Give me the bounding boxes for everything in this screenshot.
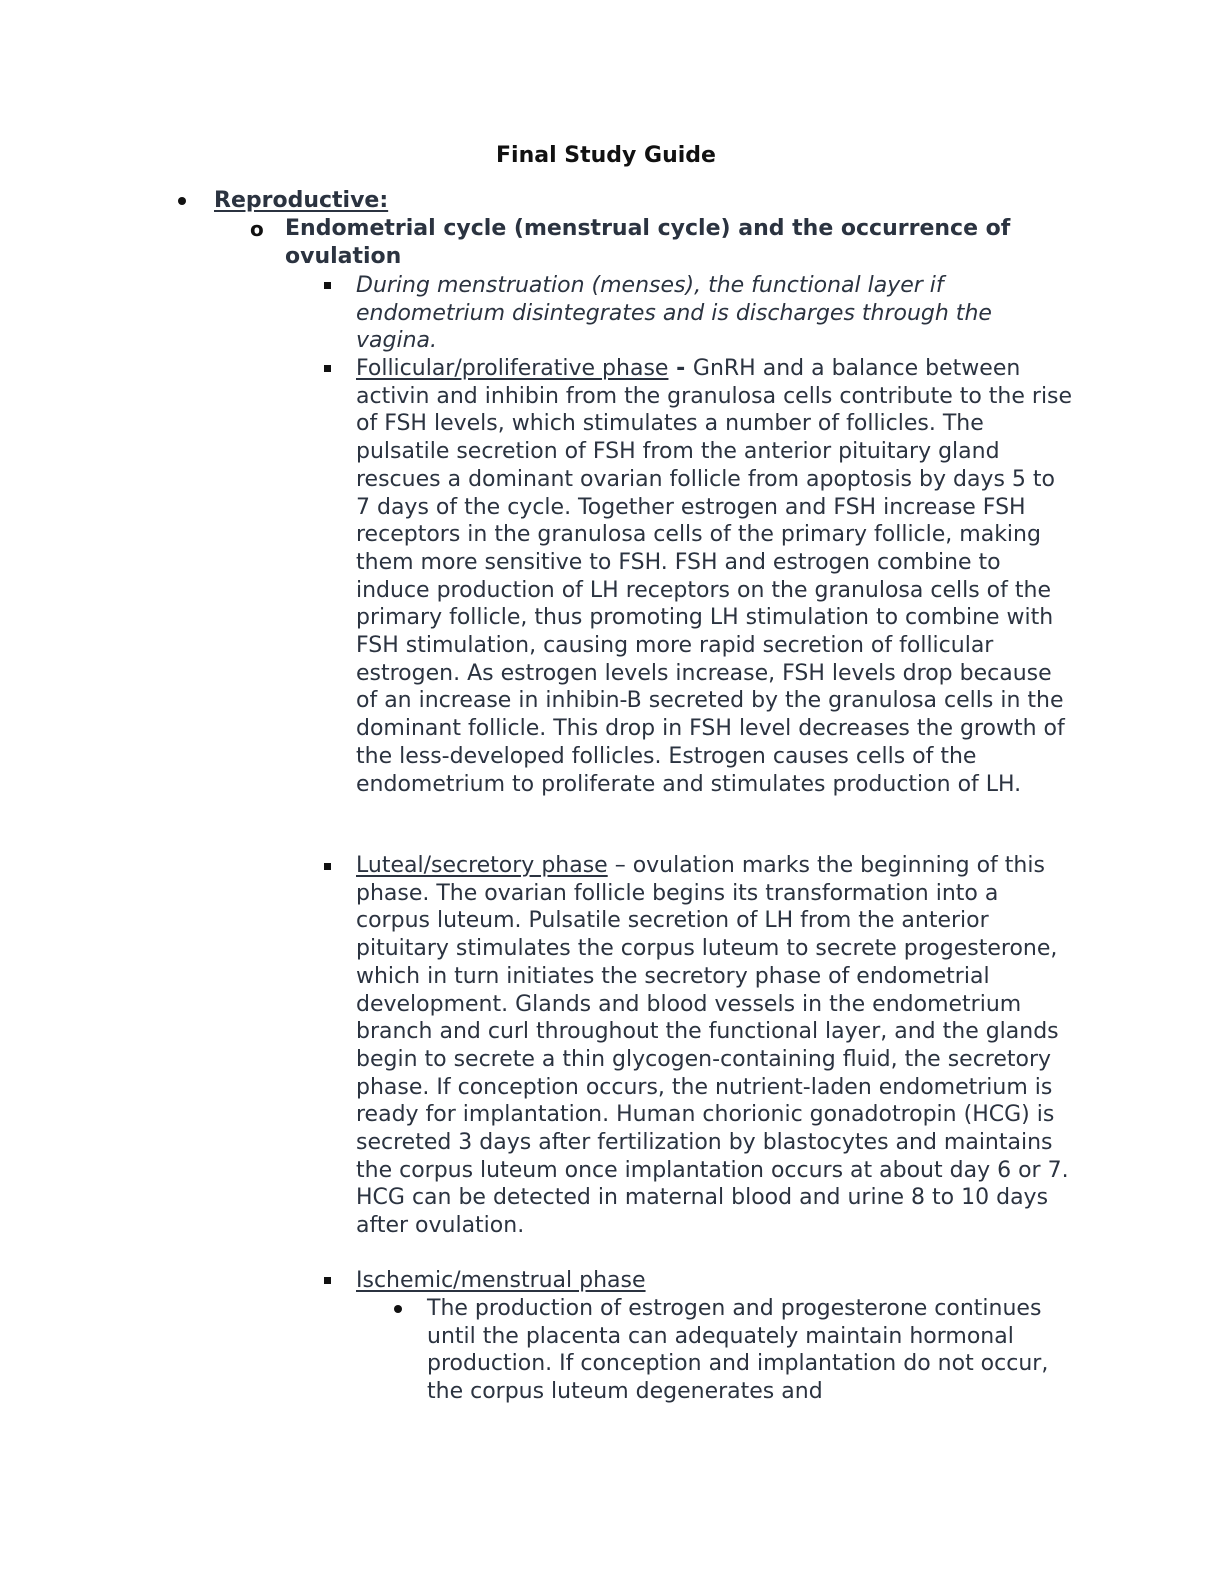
bullet-square	[324, 863, 331, 870]
follicular-phase-separator: -	[668, 356, 693, 381]
luteal-phase-separator: –	[607, 853, 633, 878]
follicular-phase-paragraph	[356, 355, 1074, 798]
follicular-phase-term: Follicular/proliferative phase	[356, 356, 669, 381]
luteal-phase-paragraph	[356, 852, 1072, 1240]
bullet-square	[324, 1277, 331, 1284]
ischemic-phase-paragraph: The production of estrogen and progesterone continues until the placenta can adequately maintain hormonal production. If conception and implantation do not occur, the corpus luteum degenerates and	[427, 1296, 1049, 1405]
bullet-disc	[394, 1305, 402, 1313]
section-heading: Reproductive:	[214, 188, 389, 213]
menstruation-paragraph: During menstruation (menses), the functional layer if endometrium disintegrates and is discharges through the vagina.	[356, 273, 992, 354]
bullet-square	[324, 282, 331, 289]
luteal-phase-term: Luteal/secretory phase	[356, 853, 608, 878]
bullet-disc	[178, 197, 186, 205]
page-title: Final Study Guide	[496, 143, 716, 168]
ischemic-phase-term: Ischemic/menstrual phase	[356, 1268, 646, 1293]
bullet-hollow: o	[250, 217, 264, 241]
luteal-phase-text: ovulation marks the beginning of this phase. The ovarian follicle begins its transformation into a corpus luteum. Pulsatile secretion of LH from the anterior pituitary stimulates the corpus luteum to secrete progesterone, which in turn initiates the secretory phase of endometrial development. Glands and blood vessels in the endometrium branch and curl throughout the functional layer, and the glands begin to secrete a thin glycogen-containing fluid, the secretory phase. If conception occurs, the nutrient-laden endometrium is ready for implantation. Human chorionic gonadotropin (HCG) is secreted 3 days after fertilization by blastocytes and maintains the corpus luteum once implantation occurs at about day 6 or 7. HCG can be detected in maternal blood and urine 8 to 10 days after ovulation.	[356, 853, 1069, 1239]
follicular-phase-text: GnRH and a balance between activin and inhibin from the granulosa cells contribute to the rise of FSH levels, which stimulates a number of follicles. The pulsatile secretion of FSH from the anterior pituitary gland rescues a dominant ovarian follicle from apoptosis by days 5 to 7 days of the cycle. Together estrogen and FSH increase FSH receptors in the granulosa cells of the primary follicle, making them more sensitive to FSH. FSH and estrogen combine to induce production of LH receptors on the granulosa cells of the primary follicle, thus promoting LH stimulation to combine with FSH stimulation, causing more rapid secretion of follicular estrogen. As estrogen levels increase, FSH levels drop because of an increase in inhibin-B secreted by the granulosa cells in the dominant follicle. This drop in FSH level decreases the growth of the less-developed follicles. Estrogen causes cells of the endometrium to proliferate and stimulates production of LH.	[356, 356, 1073, 797]
section-subheading: Endometrial cycle (menstrual cycle) and the occurrence of ovulation	[285, 216, 1011, 269]
bullet-square	[324, 365, 331, 372]
